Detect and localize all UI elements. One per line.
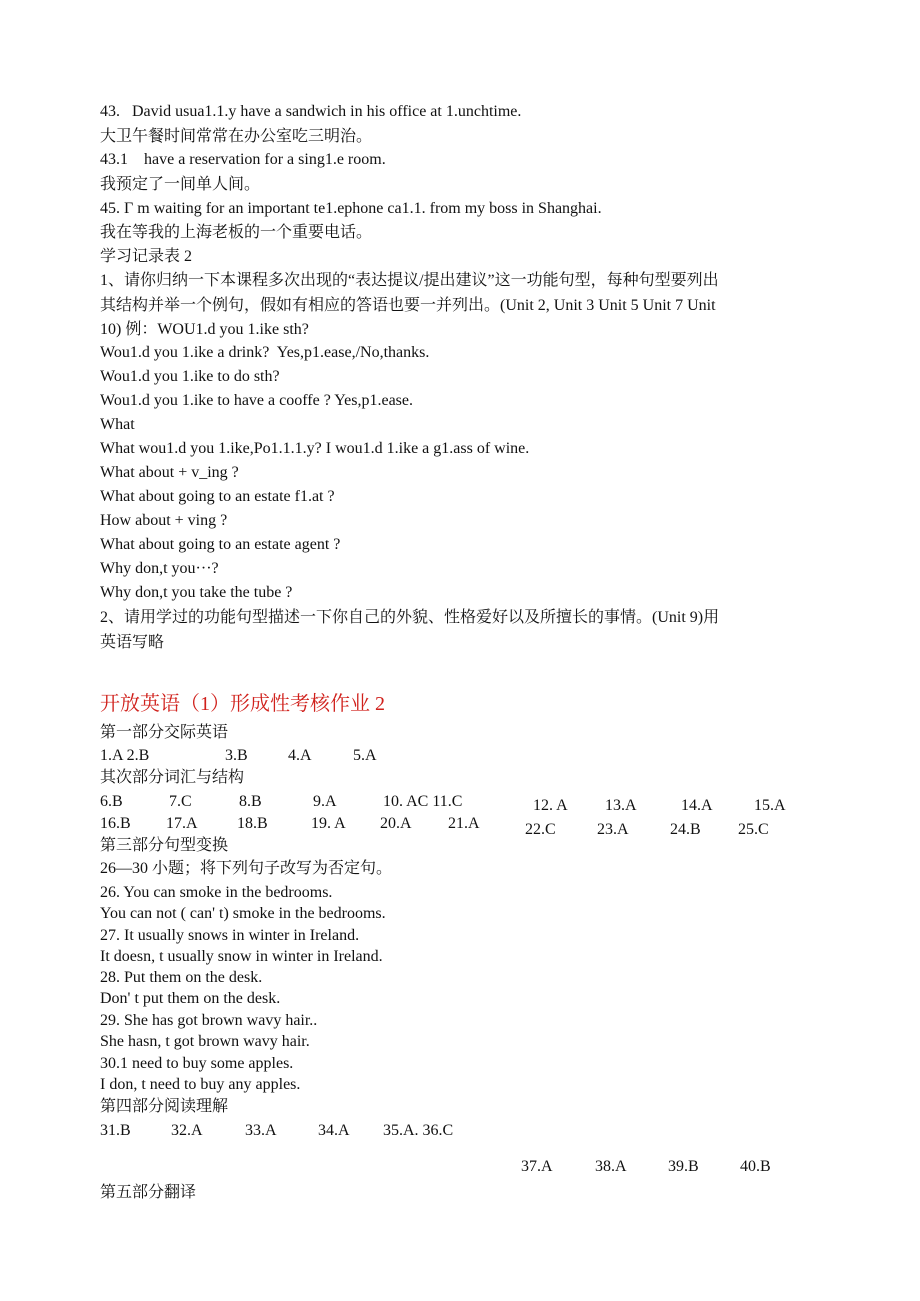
answer: 19. A bbox=[311, 815, 346, 832]
answer-row bbox=[533, 796, 833, 816]
text-line: 学习记录表 2 bbox=[100, 248, 193, 265]
part-title: 其次部分词汇与结构 bbox=[100, 769, 245, 786]
text-line: 大卫午餐时间常常在办公室吃三明治。 bbox=[100, 128, 373, 145]
text-line: 45. Γ m waiting for an important te1.ephone ca1.1. from my boss in Shanghai. bbox=[100, 200, 602, 217]
answer: 15.A bbox=[754, 797, 786, 814]
text-line: How about + ving ? bbox=[100, 512, 228, 529]
answer: 21.A bbox=[448, 815, 480, 832]
text-line: Why don,t you···? bbox=[100, 560, 219, 577]
answer-row bbox=[100, 1121, 520, 1141]
answer: 12. A bbox=[533, 797, 568, 814]
text-line: 43.1 have a reservation for a sing1.e room. bbox=[100, 151, 386, 168]
answer-row bbox=[100, 792, 520, 812]
text-line: 30.1 need to buy some apples. bbox=[100, 1055, 294, 1072]
answer: 24.B bbox=[670, 821, 701, 838]
part-title: 第一部分交际英语 bbox=[100, 724, 229, 741]
text-line: What about going to an estate f1.at ? bbox=[100, 488, 335, 505]
answer: 14.A bbox=[681, 797, 713, 814]
answer: 10. AC 11.C bbox=[383, 793, 463, 810]
text-line: What bbox=[100, 416, 135, 433]
answer: 13.A bbox=[605, 797, 637, 814]
text-line: She hasn, t got brown wavy hair. bbox=[100, 1033, 310, 1050]
text-line: 28. Put them on the desk. bbox=[100, 969, 263, 986]
text-line: Why don,t you take the tube ? bbox=[100, 584, 293, 601]
text-line: 43. David usua1.1.y have a sandwich in his office at 1.unchtime. bbox=[100, 103, 522, 120]
text-line: 1、请你归纳一下本课程多次出现的“表达提议/提出建议”这一功能句型，每种句型要列出 bbox=[100, 272, 719, 289]
answer: 20.A bbox=[380, 815, 412, 832]
part-title: 第三部分句型变换 bbox=[100, 837, 229, 854]
answer: 39.B bbox=[668, 1158, 699, 1175]
answer: 40.B bbox=[740, 1158, 771, 1175]
text-line: 英语写略 bbox=[100, 634, 165, 651]
text-line: 我在等我的上海老板的一个重要电话。 bbox=[100, 224, 373, 241]
answer: 34.A bbox=[318, 1122, 350, 1139]
answer: 25.C bbox=[738, 821, 769, 838]
answer: 9.A bbox=[313, 793, 337, 810]
answer: 4.A bbox=[288, 747, 312, 764]
answer: 37.A bbox=[521, 1158, 553, 1175]
answer: 6.B bbox=[100, 793, 123, 810]
answer: 1.A 2.B bbox=[100, 747, 150, 764]
answer: 23.A bbox=[597, 821, 629, 838]
answer: 17.A bbox=[166, 815, 198, 832]
text-line: 29. She has got brown wavy hair.. bbox=[100, 1012, 318, 1029]
text-line: 2、请用学过的功能句型描述一下你自己的外貌、性格爱好以及所擅长的事情。(Unit 9)用 bbox=[100, 609, 720, 626]
answer: 22.C bbox=[525, 821, 556, 838]
answer: 3.B bbox=[225, 747, 248, 764]
answer: 18.B bbox=[237, 815, 268, 832]
text-line: What about going to an estate agent ? bbox=[100, 536, 341, 553]
answer-row bbox=[525, 820, 825, 840]
answer-row bbox=[521, 1157, 821, 1177]
answer: 8.B bbox=[239, 793, 262, 810]
answer: 38.A bbox=[595, 1158, 627, 1175]
text-line: You can not ( can' t) smoke in the bedrooms. bbox=[100, 905, 386, 922]
text-line: It doesn, t usually snow in winter in Ireland. bbox=[100, 948, 383, 965]
text-line: 其结构并举一个例句，假如有相应的答语也要一并列出。(Unit 2, Unit 3 Unit 5 Unit 7 Unit bbox=[100, 297, 716, 314]
text-line: Wou1.d you 1.ike to do sth? bbox=[100, 368, 280, 385]
answer: 35.A. 36.C bbox=[383, 1122, 454, 1139]
section-heading: 开放英语（1）形成性考核作业 2 bbox=[100, 693, 385, 715]
text-line: Don' t put them on the desk. bbox=[100, 990, 281, 1007]
part-title: 第四部分阅读理解 bbox=[100, 1098, 229, 1115]
text-line: Wou1.d you 1.ike to have a cooffe ? Yes,p1.ease. bbox=[100, 392, 414, 409]
answer: 32.A bbox=[171, 1122, 203, 1139]
text-line: 我预定了一间单人间。 bbox=[100, 176, 261, 193]
answer-row bbox=[100, 746, 500, 766]
answer: 16.B bbox=[100, 815, 131, 832]
answer: 31.B bbox=[100, 1122, 131, 1139]
answer-row bbox=[100, 814, 520, 834]
part-title: 第五部分翻译 bbox=[100, 1184, 197, 1201]
text-line: Wou1.d you 1.ike a drink? Yes,p1.ease,/No,thanks. bbox=[100, 344, 430, 361]
text-line: 26—30 小题；将下列句子改写为否定句。 bbox=[100, 860, 393, 877]
text-line: What wou1.d you 1.ike,Po1.1.1.y? I wou1.d 1.ike a g1.ass of wine. bbox=[100, 440, 530, 457]
text-line: What about + v_ing ? bbox=[100, 464, 239, 481]
answer: 33.A bbox=[245, 1122, 277, 1139]
text-line: 10) 例：WOU1.d you 1.ike sth? bbox=[100, 321, 309, 338]
answer: 5.A bbox=[353, 747, 377, 764]
text-line: 26. You can smoke in the bedrooms. bbox=[100, 884, 333, 901]
answer: 7.C bbox=[169, 793, 192, 810]
text-line: I don, t need to buy any apples. bbox=[100, 1076, 301, 1093]
text-line: 27. It usually snows in winter in Ireland. bbox=[100, 927, 360, 944]
